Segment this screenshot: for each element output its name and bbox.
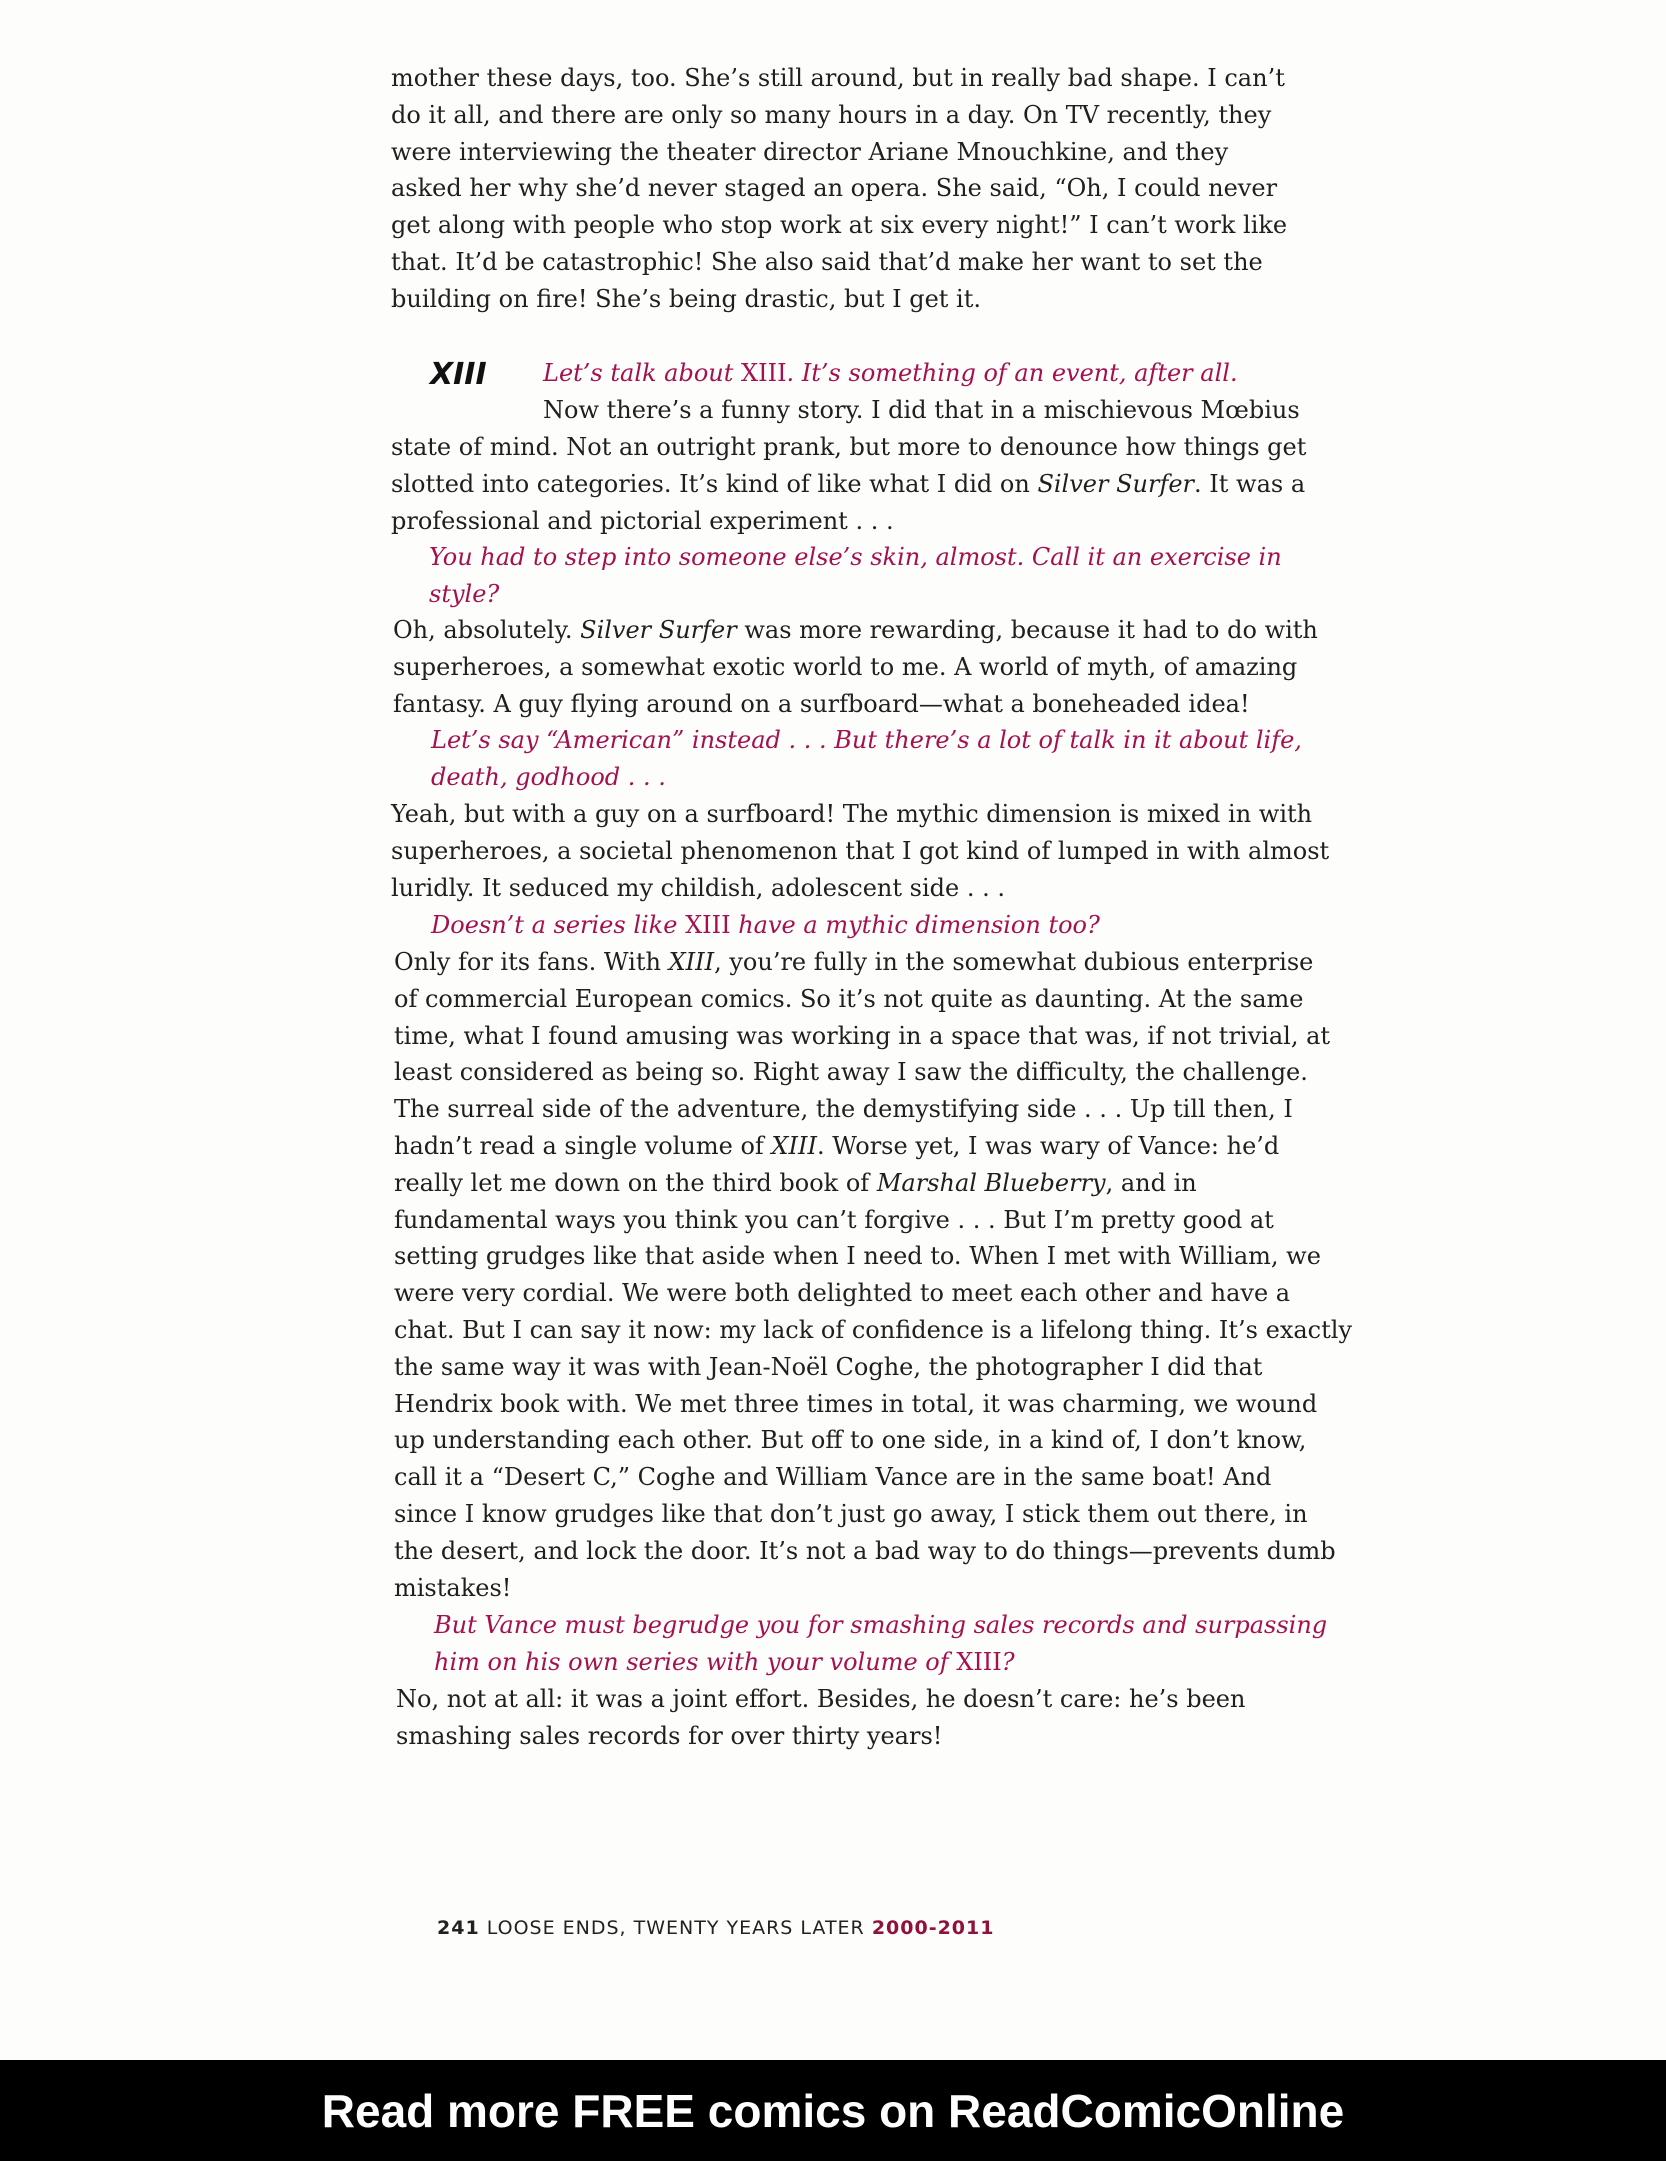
text-line: time, what I found amusing was working in a space that was, if not trivial, at bbox=[394, 1021, 1331, 1050]
text-line: that. It’d be catastrophic! She also said that’d make her want to set the bbox=[391, 247, 1263, 276]
text-line: the desert, and lock the door. It’s not a bad way to do things—prevents dumb bbox=[394, 1536, 1336, 1565]
text-line: smashing sales records for over thirty years! bbox=[396, 1721, 943, 1750]
text-line bbox=[391, 466, 1306, 503]
question-5 bbox=[434, 1607, 1327, 1681]
answer-5 bbox=[396, 1681, 1245, 1755]
question-text: him on his own series with your volume of bbox=[434, 1647, 957, 1676]
text-line: mother these days, too. She’s still around, but in really bad shape. I can’t bbox=[391, 64, 1285, 92]
text-line: mistakes! bbox=[394, 1573, 512, 1602]
promo-banner[interactable] bbox=[0, 2060, 1666, 2161]
question-text: Let’s talk about bbox=[543, 359, 742, 387]
question-line: Let’s say “American” instead . . . But there’s a lot of talk in it about life, bbox=[431, 726, 1302, 754]
text-line: do it all, and there are only so many hours in a day. On TV recently, they bbox=[391, 100, 1272, 129]
question-3 bbox=[431, 722, 1302, 796]
text-line bbox=[394, 944, 1352, 981]
answer-1-first-line bbox=[543, 392, 1300, 429]
text-line bbox=[393, 612, 1318, 649]
intro-paragraph bbox=[391, 60, 1287, 318]
question-text: . It’s something of an event, after all. bbox=[786, 359, 1238, 387]
answer-4 bbox=[394, 944, 1352, 1606]
series-title: XIII bbox=[956, 1647, 1002, 1676]
text-line: professional and pictorial experiment . . . bbox=[391, 506, 894, 535]
page-footer bbox=[437, 1917, 994, 1939]
text-line: No, not at all: it was a joint effort. Besides, he doesn’t care: he’s been bbox=[396, 1685, 1246, 1713]
answer-text: , and in bbox=[1105, 1168, 1197, 1197]
answer-text: was more rewarding, because it had to do with bbox=[736, 616, 1318, 644]
text-line: building on fire! She’s being drastic, but I get it. bbox=[391, 284, 981, 313]
answer-text: Oh, absolutely. bbox=[393, 616, 581, 644]
answer-1 bbox=[391, 429, 1306, 539]
text-line: Now there’s a funny story. I did that in a mischievous Mœbius bbox=[543, 396, 1300, 424]
text-line: least considered as being so. Right away I saw the difficulty, the challenge. bbox=[394, 1058, 1308, 1087]
page-number: 241 bbox=[437, 1917, 480, 1939]
text-line: call it a “Desert C,” Coghe and William Vance are in the same boat! And bbox=[394, 1463, 1272, 1492]
question-4 bbox=[431, 907, 1100, 944]
chapter-title: LOOSE ENDS, TWENTY YEARS LATER bbox=[486, 1917, 865, 1939]
text-line: Yeah, but with a guy on a surfboard! The mythic dimension is mixed in with bbox=[391, 800, 1313, 828]
text-line: setting grudges like that aside when I need to. When I met with William, we bbox=[394, 1242, 1321, 1271]
text-line: The surreal side of the adventure, the demystifying side . . . Up till then, I bbox=[394, 1095, 1293, 1124]
answer-text: Only for its fans. With bbox=[394, 948, 669, 976]
text-line: state of mind. Not an outright prank, but more to denounce how things get bbox=[391, 433, 1307, 461]
text-line: since I know grudges like that don’t just go away, I stick them out there, in bbox=[394, 1499, 1308, 1528]
question-line bbox=[543, 355, 1238, 392]
answer-text: , you’re fully in the somewhat dubious enterprise bbox=[714, 948, 1314, 976]
series-title: XIII bbox=[685, 911, 731, 939]
text-line: the same way it was with Jean-Noël Coghe, the photographer I did that bbox=[394, 1352, 1263, 1381]
text-line: fundamental ways you think you can’t forgive . . . But I’m pretty good at bbox=[394, 1205, 1274, 1234]
promo-banner-text[interactable]: Read more FREE comics on ReadComicOnline bbox=[321, 2084, 1345, 2137]
question-text: ? bbox=[1001, 1647, 1015, 1676]
question-line: death, godhood . . . bbox=[431, 762, 666, 791]
section-heading: XIII bbox=[430, 357, 487, 392]
text-line: of commercial European comics. So it’s not quite as daunting. At the same bbox=[394, 984, 1304, 1013]
text-line: chat. But I can say it now: my lack of confidence is a lifelong thing. It’s exactly bbox=[394, 1315, 1352, 1344]
question-line bbox=[434, 1644, 1327, 1681]
question-line bbox=[431, 907, 1100, 944]
answer-text: hadn’t read a single volume of bbox=[394, 1131, 772, 1160]
book-title: XIII bbox=[771, 1131, 817, 1160]
question-1 bbox=[543, 355, 1238, 392]
text-line: fantasy. A guy flying around on a surfboard—what a boneheaded idea! bbox=[393, 689, 1250, 718]
text-line: superheroes, a somewhat exotic world to me. A world of myth, of amazing bbox=[393, 652, 1298, 681]
answer-text: really let me down on the third book of bbox=[394, 1168, 877, 1197]
answer-text: . It was a bbox=[1194, 469, 1306, 498]
book-title: Silver Surfer bbox=[1037, 469, 1195, 498]
answer-text: . Worse yet, I was wary of Vance: he’d bbox=[816, 1131, 1280, 1160]
text-line bbox=[394, 1128, 1352, 1165]
text-line: were very cordial. We were both delighted to meet each other and have a bbox=[394, 1279, 1291, 1308]
series-title: XIII bbox=[741, 359, 787, 387]
question-text: have a mythic dimension too? bbox=[730, 911, 1100, 939]
question-line: You had to step into someone else’s skin, almost. Call it an exercise in bbox=[429, 543, 1282, 571]
chapter-years: 2000-2011 bbox=[871, 1917, 995, 1939]
text-line: superheroes, a societal phenomenon that I got kind of lumped in with almost bbox=[391, 836, 1330, 865]
book-title: Marshal Blueberry bbox=[876, 1168, 1106, 1197]
text-line: get along with people who stop work at six every night!” I can’t work like bbox=[391, 211, 1288, 240]
question-text: Doesn’t a series like bbox=[431, 911, 686, 939]
text-line: were interviewing the theater director Ariane Mnouchkine, and they bbox=[391, 137, 1229, 166]
question-line: But Vance must begrudge you for smashing sales records and surpassing bbox=[434, 1611, 1328, 1639]
text-line: up understanding each other. But off to one side, in a kind of, I don’t know, bbox=[394, 1426, 1307, 1455]
answer-3 bbox=[391, 796, 1329, 906]
question-2 bbox=[429, 539, 1282, 613]
text-line bbox=[394, 1165, 1352, 1202]
text-line: luridly. It seduced my childish, adolescent side . . . bbox=[391, 873, 1005, 902]
text-line: Hendrix book with. We met three times in total, it was charming, we wound bbox=[394, 1389, 1318, 1418]
answer-2 bbox=[393, 612, 1318, 722]
answer-text: slotted into categories. It’s kind of like what I did on bbox=[391, 469, 1038, 498]
question-line: style? bbox=[429, 579, 500, 608]
book-title: XIII bbox=[668, 948, 715, 976]
text-line: asked her why she’d never staged an opera. She said, “Oh, I could never bbox=[391, 174, 1278, 203]
book-title: Silver Surfer bbox=[580, 616, 737, 644]
